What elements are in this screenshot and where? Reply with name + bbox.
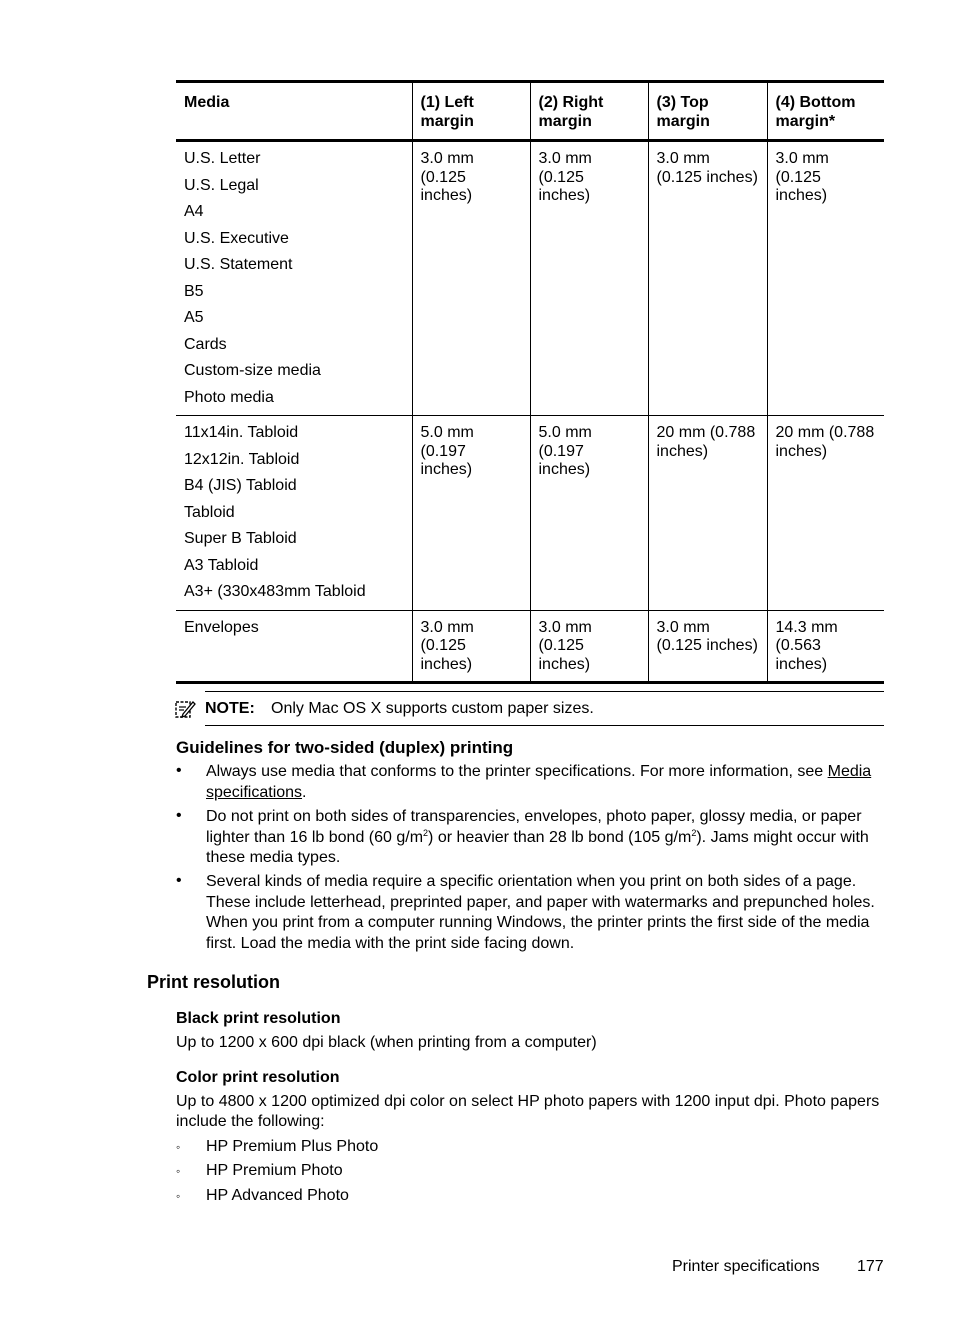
print-resolution-heading: Print resolution	[147, 972, 281, 992]
bullet-glyph: •	[176, 872, 182, 889]
bullet-glyph: •	[176, 807, 182, 824]
media-name: B4 (JIS) Tabloid	[184, 477, 297, 494]
black-resolution-text: Up to 1200 x 600 dpi black (when printing from a computer)	[176, 1034, 597, 1051]
media-specifications-link[interactable]: Media specifications	[206, 763, 872, 801]
media-name: A3+ (330x483mm Tabloid	[184, 583, 366, 600]
color-resolution-heading: Color print resolution	[176, 1069, 340, 1086]
top-margin-cell: 20 mm (0.788 inches)	[648, 416, 767, 611]
header-right-margin: (2) Right margin	[530, 82, 648, 141]
bullet-text: Do not print on both sides of transparencies, envelopes, photo paper, glossy media, or paper lighter than 16 lb bond (60 g/m	[206, 808, 862, 846]
media-name: U.S. Letter	[184, 150, 261, 167]
media-name: U.S. Legal	[184, 176, 259, 194]
footer-section: Printer specifications	[672, 1258, 820, 1275]
table-header-row	[176, 82, 884, 141]
media-name: 12x12in. Tabloid	[184, 450, 300, 468]
top-margin-cell: 3.0 mm (0.125 inches)	[648, 610, 767, 682]
note-box	[205, 691, 884, 726]
left-margin-cell: 3.0 mm (0.125 inches)	[412, 141, 530, 416]
media-cell	[176, 141, 412, 416]
header-top-margin: (3) Top margin	[648, 82, 767, 141]
margins-table	[176, 80, 884, 684]
page-number: 177	[857, 1258, 884, 1275]
duplex-bullet-2	[206, 807, 886, 869]
circle-bullet: ◦	[176, 1164, 181, 1178]
header-media: Media	[176, 82, 412, 141]
bullet-text: ). Jams might occur with these media types.	[206, 828, 869, 866]
bottom-margin-cell: 3.0 mm (0.125 inches)	[767, 141, 884, 416]
media-name: A5	[184, 309, 204, 326]
black-resolution-heading: Black print resolution	[176, 1010, 341, 1027]
media-name: A3 Tabloid	[184, 556, 259, 574]
bullet-text: ) or heavier than 28 lb bond (105 g/m	[428, 828, 692, 846]
right-margin-cell: 3.0 mm (0.125 inches)	[530, 141, 648, 416]
media-name: Envelopes	[184, 618, 259, 636]
media-name: 11x14in. Tabloid	[184, 424, 299, 441]
media-name: U.S. Executive	[184, 229, 289, 247]
list-item: HP Premium Photo	[206, 1162, 343, 1179]
list-item: HP Premium Plus Photo	[206, 1138, 379, 1155]
media-name: Cards	[184, 335, 227, 353]
right-margin-cell: 5.0 mm (0.197 inches)	[530, 416, 648, 611]
media-name: Photo media	[184, 388, 274, 406]
left-margin-cell: 5.0 mm (0.197 inches)	[412, 416, 530, 611]
left-margin-cell: 3.0 mm (0.125 inches)	[412, 610, 530, 682]
circle-bullet: ◦	[176, 1140, 181, 1154]
list-item: HP Advanced Photo	[206, 1187, 349, 1204]
duplex-bullet-3: Several kinds of media require a specific orientation when you print on both sides of a page. These include letterhead, preprinted paper, and paper with watermarks and prepunched holes. When you print from a computer running Windows, the printer prints the first side of the media first. Load the media with the print side facing down.	[206, 873, 875, 952]
duplex-bullet-1	[206, 762, 886, 803]
bottom-margin-cell: 20 mm (0.788 inches)	[767, 416, 884, 611]
media-cell	[176, 416, 412, 611]
top-margin-cell: 3.0 mm (0.125 inches)	[648, 141, 767, 416]
note-label: NOTE:	[205, 700, 255, 717]
media-cell	[176, 610, 412, 682]
media-name: A4	[184, 203, 204, 220]
table-row	[176, 610, 884, 682]
note-icon	[174, 698, 196, 720]
bullet-text: Always use media that conforms to the printer specifications. For more information, see	[206, 763, 828, 780]
superscript: 2	[691, 827, 697, 838]
color-resolution-text: Up to 4800 x 1200 optimized dpi color on select HP photo papers with 1200 input dpi. Photo papers include the following:	[176, 1093, 880, 1130]
superscript: 2	[423, 827, 429, 838]
right-margin-cell: 3.0 mm (0.125 inches)	[530, 610, 648, 682]
bullet-glyph: •	[176, 762, 182, 779]
bullet-end: .	[302, 783, 307, 801]
media-name: B5	[184, 282, 204, 300]
table-row	[176, 141, 884, 416]
table-row	[176, 416, 884, 611]
bottom-margin-cell: 14.3 mm (0.563 inches)	[767, 610, 884, 682]
circle-bullet: ◦	[176, 1189, 181, 1203]
duplex-heading: Guidelines for two-sided (duplex) printing	[176, 738, 514, 757]
media-name: Custom-size media	[184, 362, 321, 379]
header-bottom-margin: (4) Bottom margin*	[767, 82, 884, 141]
note-text: Only Mac OS X supports custom paper sizes.	[271, 700, 594, 717]
media-name: U.S. Statement	[184, 256, 293, 273]
media-name: Super B Tabloid	[184, 530, 297, 547]
header-left-margin: (1) Left margin	[412, 82, 530, 141]
media-name: Tabloid	[184, 503, 235, 521]
